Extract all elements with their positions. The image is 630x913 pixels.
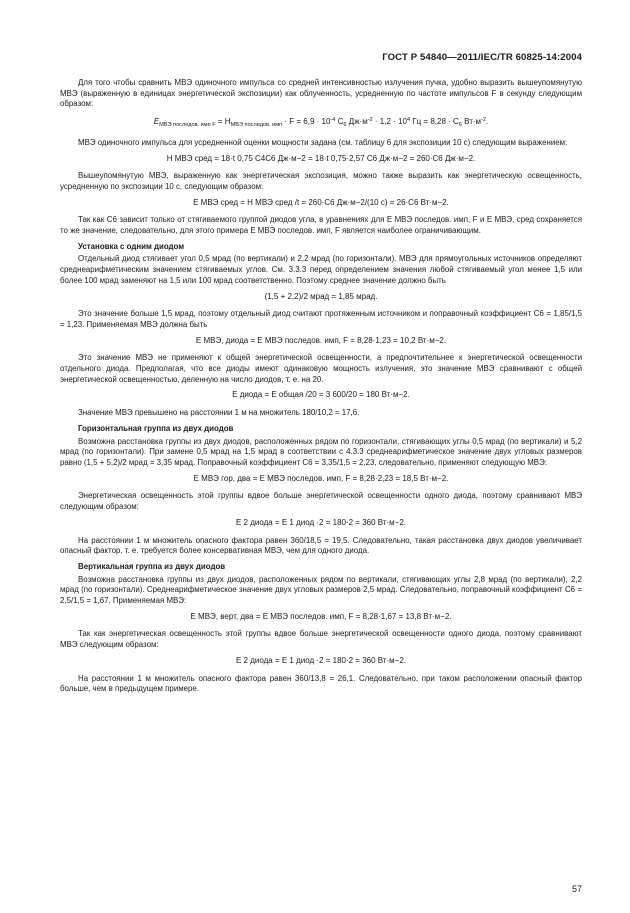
formula-e-two-diodes-vertical: E 2 диода = E 1 диод ·2 = 180·2 = 360 Вт·м−2.	[235, 655, 407, 665]
section-heading-single-diode: Установка с одним диодом	[78, 241, 185, 251]
standard-header: ГОСТ Р 54840—2011/IEC/TR 60825-14:2004	[382, 52, 582, 63]
formula-e-mve-avg: E МВЭ сред = H МВЭ сред /t = 260·C6 Дж·м−2/(10 с) = 26·C6 Вт·м−2.	[193, 197, 449, 207]
paragraph: Отдельный диод стягивает угол 0,5 мрад (по вертикали) и 2,2 мрад (по горизонтали). МВЭ для прямоугольных источников определяют среднеарифметическим значением стягиваемых углов. См. 3.3.3 перед определением значения любой стягиваемый угол менее 1,5 или более 100 мрад заменяют на 1,5 или 100 мрад соответственно. Поэтому среднее значение должно быть	[60, 254, 582, 285]
paragraph: МВЭ одиночного импульса для усредненной оценки мощности задана (см. таблицу 6 для экспозиции 10 с) следующим выражением:	[78, 137, 568, 147]
formula-e-mve-horizontal: E МВЭ гор, два = E МВЭ последов. имп, F = 8,28·2,23 = 18,5 Вт·м−2.	[193, 473, 449, 483]
paragraph: Для того чтобы сравнить МВЭ одиночного импульса со средней интенсивностью излучения пучка, удобно выразить вышеупомянутую МВЭ (выраженную в единицах энергетической экспозиции) как облученность, усредненную по частоте импульсов F в секунду следующим образом:	[60, 78, 582, 109]
formula-h-mve-avg: H МВЭ сред = 18·t 0,75 C4C6 Дж·м−2 = 18·t 0,75·2,57 C6 Дж·м−2 = 260·C6 Дж·м−2.	[166, 153, 476, 163]
paragraph: На расстоянии 1 м множитель опасного фактора равен 360/13,8 = 26,1. Следовательно, при таком расположении опасный фактор больше, чем в предыдущем примере.	[60, 673, 582, 694]
paragraph: Вышеупомянутую МВЭ, выраженную как энергетическая экспозиция, можно также выразить как энергетическую освещенность, усредненную по экспозиции 10 с, следующим образом:	[60, 171, 582, 191]
formula-e-mve-pulse: $E_{МВЭ последов. имп F} = H_{МВЭ последов. имп} \cdot F = 6,9 \cdot 10^{-4}$ $C_6$ $Дж\cdot м^{-2} \cdot 1,2 \cdot 10^4$ Гц = $8,28 \cdot C_6$ $Вт\cdot м^{-2}$.	[153, 117, 489, 129]
section-heading-vertical-pair: Вертикальная группа из двух диодов	[78, 561, 226, 571]
paragraph: На расстоянии 1 м множитель опасного фактора равен 360/18,5 = 19,5. Следовательно, такая расстановка двух диодов увеличивает опасный фактор, т. е. требуется более консервативная МВЭ, чем для одного диода.	[60, 535, 582, 556]
paragraph: Это значение больше 1,5 мрад, поэтому отдельный диод считают протяженным источником и поправочный коэффициент C6 = 1,85/1,5 = 1,23. Применяемая МВЭ должна быть	[60, 309, 582, 329]
section-heading-horizontal-pair: Горизонтальная группа из двух диодов	[78, 423, 234, 433]
paragraph: Это значение МВЭ не применяют к общей энергетической освещенности, а предпочтительнее к энергетической освещенности отдельного диода. Предполагая, что все диоды имеют одинаковую мощность излучения, это значение МВЭ сравнивают с общей энергетической освещенностью, деленную на число диодов, т. е. на 20.	[60, 353, 582, 384]
paragraph: Возможна расстановка группы из двух диодов, расположенных рядом по горизонтали, стягивающих углы 0,5 мрад (по вертикали) и 5,2 мрад (по горизонтали). При замене 0,5 мрад на 1,5 мрад в соответствии с 4.3.3 среднеарифметическое значение двух угловых размеров равно (1,5 + 5,2)/2 мрад = 3,35 мрад. Поправочный коэффициент C6 = 3,35/1,5 = 2,23, следовательно, применяют следующую МВЭ:	[60, 436, 582, 467]
formula-e-diode: E диода = E общая /20 = 3 600/20 = 180 Вт·м−2.	[232, 390, 410, 400]
formula-e-mve-vertical: E МВЭ, верт, два = E МВЭ последов. имп, F = 8,28·1,67 = 13,8 Вт·м−2.	[190, 611, 452, 621]
paragraph: Значение МВЭ превышено на расстоянии 1 м на множитель 180/10,2 = 17,6.	[78, 408, 360, 418]
formula-e-mve-diode: E МВЭ, диода = E МВЭ последов. имп, F = 8,28·1,23 = 10,2 Вт·м−2.	[195, 335, 447, 345]
paragraph: Так как C6 зависит только от стягиваемого группой диодов угла, в уравнениях для E МВЭ последов. имп, F и E МВЭ, сред сохраняется то же значение, следовательно, для этого примера E МВЭ последов. имп, F является наиболее ограничивающим.	[60, 215, 582, 236]
page-number: 57	[571, 884, 582, 894]
paragraph: Энергетическая освещенность этой группы вдвое больше энергетической освещенности одного диода, поэтому сравнивают МВЭ следующим образом:	[60, 491, 582, 512]
paragraph: Возможна расстановка группы из двух диодов, расположенных рядом по вертикали, стягивающих углы 2,8 мрад (по вертикали), 2,2 мрад (по горизонтали). Среднеарифметическое значение двух угловых размеров 2,5 мрад. Следовательно, поправочный коэффициент C6 = 2,5/1,5 = 1,67. Применяемая МВЭ:	[60, 574, 582, 606]
formula-mean-angle: (1,5 + 2,2)/2 мрад = 1,85 мрад.	[264, 291, 378, 301]
paragraph: Так как энергетическая освещенность этой группы вдвое больше энергетической освещенности одного диода, поэтому сравнивают МВЭ следующим образом:	[60, 629, 582, 650]
formula-e-two-diodes: E 2 диода = E 1 диод ·2 = 180·2 = 360 Вт·м−2.	[235, 517, 407, 527]
